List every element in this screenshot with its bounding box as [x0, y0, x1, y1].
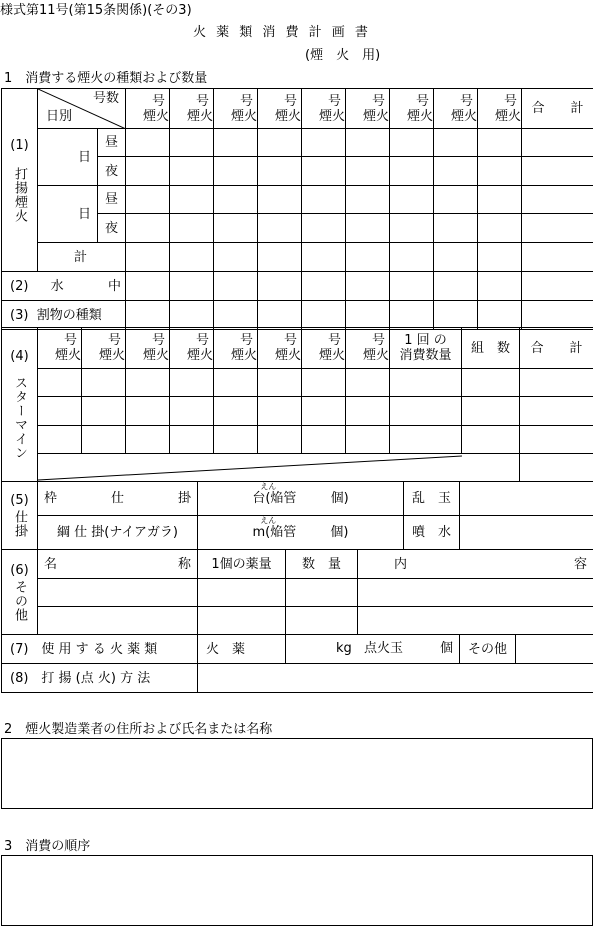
cell[interactable]	[358, 579, 593, 607]
cell[interactable]	[258, 272, 302, 301]
section2-heading: 2 煙火製造業者の住所および氏名または名称	[4, 722, 273, 737]
cell[interactable]	[346, 397, 390, 426]
day-label: 日	[38, 129, 98, 186]
cell[interactable]	[302, 186, 346, 214]
cell[interactable]	[358, 607, 593, 635]
cell[interactable]	[126, 369, 170, 397]
cell[interactable]	[478, 243, 522, 272]
hiru-label: 昼	[98, 186, 126, 214]
cell[interactable]	[302, 426, 346, 454]
cell[interactable]	[346, 243, 390, 272]
cell[interactable]	[214, 214, 258, 243]
dai-field[interactable]: 台(焔管 えん 個)	[198, 482, 404, 516]
cell[interactable]	[258, 157, 302, 186]
cell[interactable]	[82, 426, 126, 454]
cell[interactable]	[214, 186, 258, 214]
cell[interactable]	[258, 214, 302, 243]
col-header: 号 煙火	[258, 328, 302, 369]
cell[interactable]	[38, 579, 198, 607]
form-number: 様式第11号(第15条関係)(その3)	[0, 3, 192, 18]
cell[interactable]	[390, 397, 462, 426]
cell[interactable]	[478, 157, 522, 186]
cell[interactable]	[38, 607, 198, 635]
cell[interactable]	[286, 607, 358, 635]
cell[interactable]	[390, 129, 434, 157]
col-header: 号 煙火	[302, 328, 346, 369]
cell[interactable]	[286, 579, 358, 607]
cell[interactable]	[302, 272, 346, 301]
cell[interactable]	[214, 243, 258, 272]
row8-label: (8) 打 揚 (点 火) 方 法	[2, 664, 198, 693]
cell[interactable]	[522, 157, 593, 186]
row1-label: 打揚煙火	[12, 166, 27, 223]
cell[interactable]	[346, 369, 390, 397]
cell[interactable]	[522, 186, 593, 214]
cell[interactable]	[520, 369, 593, 397]
cell[interactable]	[346, 301, 390, 330]
cell[interactable]	[346, 272, 390, 301]
row6-label: その他	[12, 579, 27, 622]
total-header: 合 計	[522, 89, 593, 129]
order-box[interactable]	[1, 855, 593, 926]
waku-label: 枠 仕 掛	[38, 482, 198, 516]
sets-header: 組 数	[462, 328, 520, 369]
cell[interactable]	[38, 397, 82, 426]
manufacturer-box[interactable]	[1, 738, 593, 809]
cell[interactable]	[390, 426, 462, 454]
cell[interactable]	[170, 369, 214, 397]
cell[interactable]	[198, 607, 286, 635]
cell[interactable]	[126, 426, 170, 454]
cell[interactable]	[520, 454, 593, 482]
content-header: 内 容	[358, 550, 593, 579]
cell[interactable]	[434, 157, 478, 186]
cell[interactable]	[516, 635, 593, 664]
cell[interactable]	[170, 243, 214, 272]
cell[interactable]	[258, 369, 302, 397]
diagonal-line	[38, 454, 462, 482]
col-header: 号 煙火	[346, 89, 390, 129]
cell[interactable]	[258, 243, 302, 272]
cell[interactable]	[38, 369, 82, 397]
cell[interactable]	[346, 129, 390, 157]
other-table	[1, 549, 593, 693]
hiru-label: 昼	[98, 129, 126, 157]
diag-label-bottom: 日別	[46, 109, 73, 124]
row5-label: 仕掛	[12, 510, 27, 538]
cell[interactable]	[126, 243, 170, 272]
row7-label: (7) 使 用 す る 火 薬 類	[2, 635, 198, 664]
row3-label: (3) 割物の種類	[2, 301, 126, 330]
cell[interactable]	[478, 301, 522, 330]
cell[interactable]	[198, 579, 286, 607]
cell[interactable]	[460, 482, 593, 516]
cell[interactable]	[82, 369, 126, 397]
cell[interactable]	[434, 272, 478, 301]
row5-label-cell: (5) 仕掛	[2, 482, 38, 550]
other-label: その他	[460, 635, 516, 664]
row6-label-cell: (6) その他	[2, 550, 38, 635]
form-subtitle: (煙 火 用)	[305, 48, 381, 63]
cell[interactable]	[258, 129, 302, 157]
cell[interactable]	[390, 301, 434, 330]
cell[interactable]	[520, 426, 593, 454]
cell[interactable]	[214, 369, 258, 397]
cell[interactable]	[522, 301, 593, 330]
row1-number: (1)	[10, 137, 29, 153]
cell[interactable]	[214, 301, 258, 330]
cell[interactable]	[434, 129, 478, 157]
cell[interactable]	[126, 301, 170, 330]
cell[interactable]	[346, 426, 390, 454]
ran-label: 乱 玉	[404, 482, 460, 516]
cell[interactable]	[390, 243, 434, 272]
cell[interactable]	[170, 186, 214, 214]
cell[interactable]	[214, 272, 258, 301]
cell[interactable]	[170, 301, 214, 330]
cell[interactable]	[302, 214, 346, 243]
cell[interactable]	[390, 157, 434, 186]
section1-heading: 1 消費する煙火の種類および数量	[4, 71, 208, 86]
cell[interactable]	[126, 214, 170, 243]
col-header: 号 煙火	[126, 89, 170, 129]
col-header: 号 煙火	[38, 328, 82, 369]
cell[interactable]	[522, 243, 593, 272]
col-header: 号 煙火	[302, 89, 346, 129]
cell[interactable]	[82, 397, 126, 426]
cell[interactable]	[390, 272, 434, 301]
cell[interactable]	[346, 186, 390, 214]
yoru-label: 夜	[98, 214, 126, 243]
row4-label-cell: (4) スターマイン	[2, 328, 38, 482]
qty-header: 数 量	[286, 550, 358, 579]
cell[interactable]	[170, 214, 214, 243]
cell[interactable]	[346, 214, 390, 243]
kayaku-cell[interactable]: 火 薬	[198, 635, 286, 664]
cell[interactable]	[434, 243, 478, 272]
total-header: 合 計	[520, 328, 593, 369]
cell[interactable]	[258, 397, 302, 426]
kg-cell[interactable]: kg 点火玉 個	[286, 635, 460, 664]
cell[interactable]	[390, 214, 434, 243]
diag-label-top: 号数	[92, 91, 119, 106]
diagonal-header	[38, 89, 126, 129]
kei-label: 計	[38, 243, 126, 272]
fireworks-table-upper	[1, 88, 593, 330]
cell[interactable]	[302, 301, 346, 330]
cell[interactable]	[302, 369, 346, 397]
fun-label: 噴 水	[404, 516, 460, 550]
cell[interactable]	[302, 397, 346, 426]
cell[interactable]	[170, 157, 214, 186]
col-header: 号 煙火	[434, 89, 478, 129]
cell[interactable]	[434, 186, 478, 214]
cell[interactable]	[390, 186, 434, 214]
dose-header: 1個の薬量	[198, 550, 286, 579]
cell[interactable]	[214, 397, 258, 426]
col-header: 号 煙火	[258, 89, 302, 129]
cell[interactable]	[478, 272, 522, 301]
form-title: 火 薬 類 消 費 計 画 書	[193, 25, 371, 40]
cell[interactable]	[462, 426, 520, 454]
cell[interactable]	[346, 157, 390, 186]
cell[interactable]	[214, 157, 258, 186]
cell[interactable]	[170, 129, 214, 157]
cell[interactable]	[478, 186, 522, 214]
col-header: 号 煙火	[170, 328, 214, 369]
col-header: 号 煙火	[126, 328, 170, 369]
col-header: 号 煙火	[390, 89, 434, 129]
cell[interactable]	[522, 214, 593, 243]
col-header: 号 煙火	[346, 328, 390, 369]
cell[interactable]	[302, 157, 346, 186]
cell[interactable]	[258, 186, 302, 214]
cell[interactable]	[170, 272, 214, 301]
cell[interactable]	[462, 397, 520, 426]
section3-heading: 3 消費の順序	[4, 839, 91, 854]
col-header: 号 煙火	[214, 89, 258, 129]
name-header: 名 称	[38, 550, 198, 579]
cell[interactable]	[434, 301, 478, 330]
cell[interactable]	[302, 243, 346, 272]
cell[interactable]	[522, 272, 593, 301]
cell[interactable]	[198, 664, 593, 693]
row4-label: スターマイン	[12, 376, 27, 460]
cell[interactable]	[126, 397, 170, 426]
starmine-diagonal-cell	[38, 454, 520, 482]
day-label: 日	[38, 186, 98, 243]
cell[interactable]	[302, 129, 346, 157]
starmine-table	[1, 327, 593, 482]
cell[interactable]	[478, 129, 522, 157]
cell[interactable]	[390, 369, 462, 397]
cell[interactable]	[214, 426, 258, 454]
yoru-label: 夜	[98, 157, 126, 186]
cell[interactable]	[170, 426, 214, 454]
cell[interactable]	[126, 129, 170, 157]
cell[interactable]	[460, 516, 593, 550]
cell[interactable]	[462, 369, 520, 397]
cell[interactable]	[38, 426, 82, 454]
cell[interactable]	[126, 157, 170, 186]
cell[interactable]	[258, 301, 302, 330]
row1-label-cell	[2, 89, 38, 272]
cell[interactable]	[126, 272, 170, 301]
col-header: 号 煙火	[82, 328, 126, 369]
ami-label: 綱 仕 掛(ナイアガラ)	[38, 516, 198, 550]
col-header: 号 煙火	[478, 89, 522, 129]
cell[interactable]	[126, 186, 170, 214]
cell[interactable]	[520, 397, 593, 426]
row2-label: (2) 水 中	[2, 272, 126, 301]
once-qty-header: 1 回 の 消費数量	[390, 328, 462, 369]
cell[interactable]	[522, 129, 593, 157]
col-header: 号 煙火	[170, 89, 214, 129]
m-field[interactable]: m(焔管 えん 個)	[198, 516, 404, 550]
cell[interactable]	[214, 129, 258, 157]
cell[interactable]	[478, 214, 522, 243]
shikake-table	[1, 481, 593, 550]
cell[interactable]	[170, 397, 214, 426]
cell[interactable]	[434, 214, 478, 243]
col-header: 号 煙火	[214, 328, 258, 369]
cell[interactable]	[258, 426, 302, 454]
